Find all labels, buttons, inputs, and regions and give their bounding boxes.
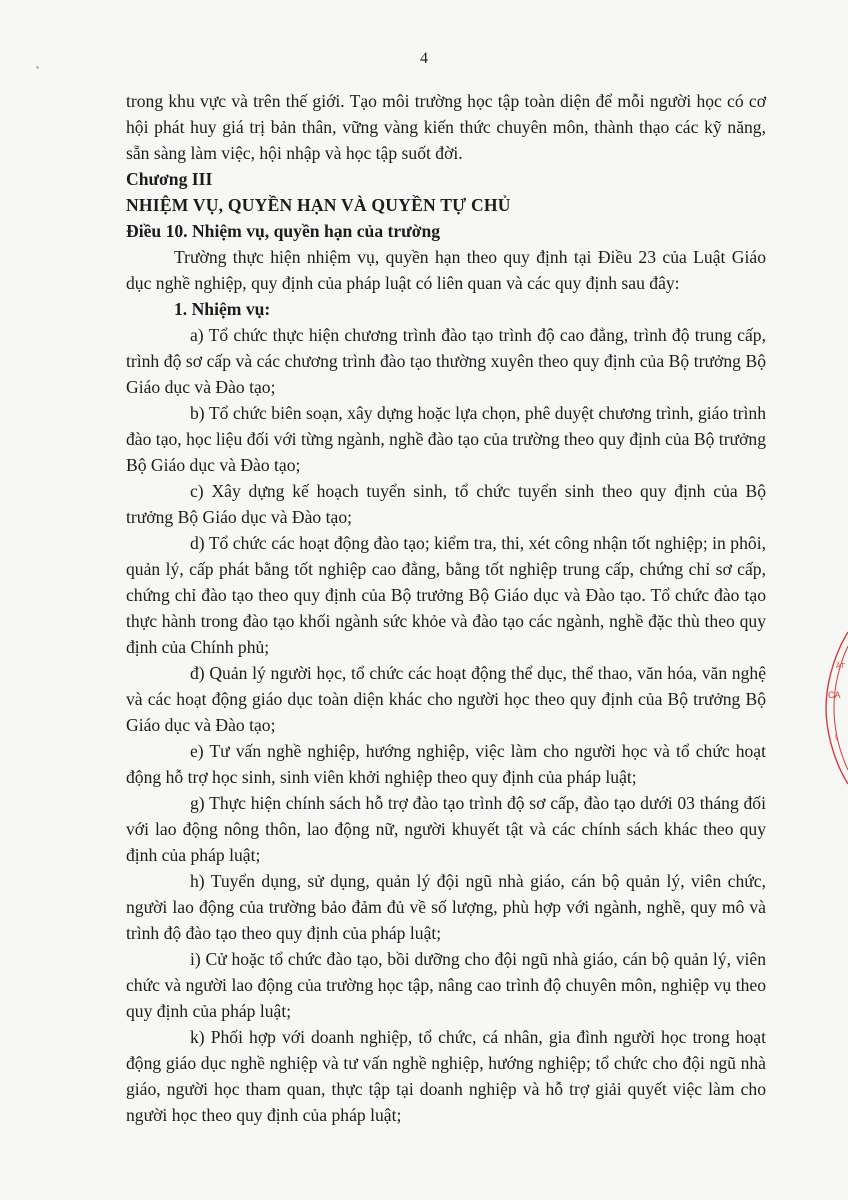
section-heading: 1. Nhiệm vụ: — [174, 299, 271, 319]
list-item-a: a) Tổ chức thực hiện chương trình đào tạo trình độ cao đẳng, trình độ trung cấp, trình độ sơ cấp và các chương trình đào tạo thường xuyên theo quy định của Bộ trưởng Bộ Giáo dục và Đào tạo; — [126, 325, 766, 397]
list-item-e: e) Tư vấn nghề nghiệp, hướng nghiệp, việc làm cho người học và tổ chức hoạt động hỗ trợ học sinh, sinh viên khởi nghiệp theo quy định của pháp luật; — [126, 741, 766, 787]
svg-text:ẬT: ẬT — [836, 663, 845, 670]
stamp-text: CA — [828, 690, 841, 700]
list-item-g: g) Thực hiện chính sách hỗ trợ đào tạo trình độ sơ cấp, đào tạo dưới 03 tháng đối với lao động nông thôn, lao động nữ, người khuyết tật và các chính sách khác theo quy định của pháp luật; — [126, 793, 766, 865]
list-item-c: c) Xây dựng kế hoạch tuyển sinh, tổ chức tuyển sinh theo quy định của Bộ trưởng Bộ Giáo dục và Đào tạo; — [126, 481, 766, 527]
intro-paragraph: trong khu vực và trên thế giới. Tạo môi trường học tập toàn diện để mỗi người học có cơ hội phát huy giá trị bản thân, vững vàng kiến thức chuyên môn, thành thạo các kỹ năng, sẵn sàng làm việc, hội nhập và học tập suốt đời. — [126, 91, 766, 163]
list-item-d: d) Tổ chức các hoạt động đào tạo; kiểm tra, thi, xét công nhận tốt nghiệp; in phôi, quản lý, cấp phát bằng tốt nghiệp cao đẳng, bằng tốt nghiệp trung cấp, chứng chỉ sơ cấp, chứng chỉ đào tạo theo quy định của Bộ trưởng Bộ Giáo dục và Đào tạo. Tổ chức đào tạo thực hành trong đào tạo khối ngành sức khỏe và đào tạo các ngành, nghề đặc thù theo quy định của Chính phủ; — [126, 533, 766, 657]
article-title: Điều 10. Nhiệm vụ, quyền hạn của trường — [126, 221, 441, 241]
svg-text:\: \ — [835, 735, 837, 742]
document-body — [126, 88, 766, 1128]
chapter-title: NHIỆM VỤ, QUYỀN HẠN VÀ QUYỀN TỰ CHỦ — [126, 195, 511, 215]
list-item-i: i) Cử hoặc tổ chức đào tạo, bồi dưỡng cho đội ngũ nhà giáo, cán bộ quản lý, viên chức và người lao động của trường học tập, nâng cao trình độ chuyên môn, nghiệp vụ theo quy định của pháp luật; — [126, 949, 766, 1021]
page-number: 4 — [420, 50, 428, 67]
red-seal-stamp-edge — [822, 628, 848, 788]
list-item-h: h) Tuyển dụng, sử dụng, quản lý đội ngũ nhà giáo, cán bộ quản lý, viên chức, người lao động của trường bảo đảm đủ về số lượng, phù hợp với ngành, nghề, quy mô và trình độ đào tạo theo quy định của pháp luật; — [126, 871, 766, 943]
list-item-b: b) Tổ chức biên soạn, xây dựng hoặc lựa chọn, phê duyệt chương trình, giáo trình đào tạo, học liệu đối với từng ngành, nghề đào tạo của trường theo quy định của Bộ trưởng Bộ Giáo dục và Đào tạo; — [126, 403, 766, 475]
list-item-k: k) Phối hợp với doanh nghiệp, tổ chức, cá nhân, gia đình người học trong hoạt động giáo dục nghề nghiệp và tư vấn nghề nghiệp, hướng nghiệp; tổ chức cho đội ngũ nhà giáo, người học tham quan, thực tập tại doanh nghiệp và hỗ trợ giải quyết việc làm cho người học theo quy định của pháp luật; — [126, 1027, 766, 1125]
list-item-dd: đ) Quản lý người học, tổ chức các hoạt động thể dục, thể thao, văn hóa, văn nghệ và các hoạt động giáo dục toàn diện khác cho người học theo quy định của Bộ trưởng Bộ Giáo dục và Đào tạo; — [126, 663, 766, 735]
chapter-label: Chương III — [126, 169, 213, 189]
article-intro: Trường thực hiện nhiệm vụ, quyền hạn theo quy định tại Điều 23 của Luật Giáo dục nghề nghiệp, quy định của pháp luật có liên quan và các quy định sau đây: — [126, 247, 766, 293]
